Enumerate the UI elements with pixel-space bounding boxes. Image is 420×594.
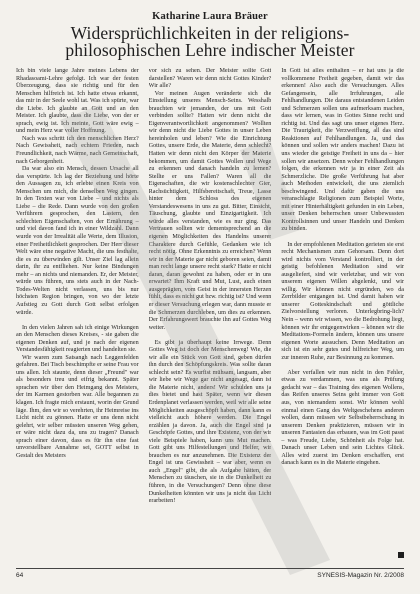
paragraph: Vor meinen Augen veränderte sich die Einstellung unseres Mensch-Seins. Wesshalb brauchten wir jemanden, der uns mit Gott verbinden sollte? Hatten wir denn nicht die Eigenverantwortlichkeit angenommen? Wollten wir denn nicht die Liebe Gottes in unser Leben hereinholen und leben? Wie die Einrichtung Gottes, unsere Erde, die Materie, denn schlecht? Hatten wir denn nicht den Körper der Materie bekommen, um damit Gottes Wollen und Wege zu erkennen und danach handeln zu lernen? Stellte er uns Fallen? Waren all die Eigenschaften, die wir kostenschlechter Gier, Rachsüchtigkeit, Hilfsbereitschaft, Treue, Lasse hinter dem Schloss des eigenen Verstandeswesens in uns zu gut. Bitter, Einsicht, Täuschung, glaubte und Einzigartigkeit. Ich würde alles verstanden, wie es nur ging. Das Vertrauen sollten wir dementsprechend an die eigenen Möglichkeiten des Handelns unserer Charaktere durch Gefühle, Gedanken wie ich recht nötig. Ohne Erkenntnis zu erreichen? Wenn wir in der Materie gar nicht geboren seien, damit man recht lange unsere recht stark? Hatte er nicht daran, daran gewohnt zu haben, oder er in uns erwartet? Ihm Kraft und Mut, Lust, auch einen ausgeprägten, vom Geist in der innersten Herzen fühlt, dass es nicht gut bzw. richtig ist? Und wenn er dieser Versuchung erlegen war, dann musste er die Schmerzen durchleben, um dies zu erkennen. Der Erfahrungswert brauchte ihn auf Gottes Weg weiter. [148,90,272,331]
magazine-issue: SYNESIS-Magazin Nr. 2/2008 [317,572,404,579]
paragraph: Es gibt ja überhaupt keine Irrwege. Denn Gottes Weg ist doch der Menschenweg! Wie, die wir alle ein Stück von Gott sind, geben dürfen ihn durch den Schöpfungskreis. Was sollte daran schlecht sein? Es wurfist mühsam, langsam, aber wir liebe wir Wege gar nicht angesagt, dann ist die Materie nicht, anders! Wir schulden uns ja dies bietet und hast Später, wenn wir diesen Erdenplanet verlassen werden, weil wir alle seine Möglichkeiten ausgeschöpft haben, dann kann es vielleicht auch höhere werden. Die Engel erzählen ja davon. Ja, auch die Engel sind ja Geschöpfe Gottes, und ihre Existenz, von der wir viele Beispiele haben, kann uns Mut machen. Gott gibt uns Hilfestellungen und Helfer, wir brauchen es nur anzunehmen. Die Existenz der Engel ist uns Gewissheit – war aber, wenn es auch „Engel" gibt, die als Aufgabe hätten, der Menschen zu täuschen, sie in die Dunkelheit zu führen, in die Versuchungen? Denn ohne diese Dunkelheiten könnten wir uns ja nicht das Licht erarbeiten! [148,339,272,505]
paragraph: Nach was schritt ich den menschlichen Herz? Nach Gewissheit, nach echtem Frieden, nach Freundlichkeit, nach Wärme, nach Gemeinschaft, nach Geborgenheit. [16,135,139,165]
page-footer [16,568,404,580]
paragraph: In Gott ist alles enthalten – er hat uns ja die vollkommene Freiheit gegeben, damit wir das erkennen! Also auch die Versuchungen. Alles Gefangensein, alle Irrfuhrungen, alle Fehlhandlungen. Die daraus entstandenen Leiden und Schmerzen sollen uns aufmerksam machen, dass wir lernen, was in Gottes Sinne recht und richtig ist. Und das sagt uns unser eigenes Herz. Die Traurigkeit, die Verzweiflung, all das sind Reaktionen auf Fehlhandlungen. Ja, und das können und sollen wir anders machen! Dazu ist uns wieder die geistige Freiheit in uns da – hier sollen wir ansetzen. Denn woher Fehlhandlungen folgen, die erkennen wir ja in einer Zeit als Schmerzliche. Die große Verführung hat aber auch Methoden entwickelt, die uns ziemlich beschwingend. Und dafür gaben die uns veranschlagte Religionen zum Beispiel Worte, mit einer Hinterhältigkeit gefunden in ein Leben, unser Denken beherrschen unser Unbewussten Kontrollsinnen und unser Handeln und Denken zu binden. [281,68,405,233]
article-title-line-1: Widersprüchlichkeiten in der religions- [70,23,350,43]
article-title [14,25,406,59]
paragraph: vor sich zu sehen. Der Meister sollte Gott darstellen? Waren wir denn nicht Gottes Kinder? Wir alle? [148,68,272,90]
article-title-line-2: philosophischen Lehre indischer Meister [65,40,355,60]
paragraph: Ich bin viele lange Jahre meines Lebens der Rhadasoami-Lehre gefolgt. Ich war der festen Überzeugung, dass sie richtig und für den Menschen hilfreich ist. Ich hatte etwas erkannt, das mir in der Seele wohl tat. Was ich spürte, war die Liebe. Ich glaubte an Gott und an den Meister. Ich glaubte, dass die Liebe, von der er sprach, ewig ist. Ich meinte, Gott wäre ewig – und mein Herz war voller Hoffnung. [16,68,139,135]
article-author: Katharine Laura Bräuer [152,11,268,22]
paragraph: In den vielen Jahren sah ich einige Wirkungen an den Menschen dieses Kreises, - sie gaben die eigenen Denken auf, und je nach der eigenen Verstandesfähigkeit reagierten und handelten sie. [16,324,139,354]
paragraph: Aber verfallen wir nun nicht in den Fehler, etwas zu verdammen, was uns als Prüfung gedacht war – das Training des eigenen Wollens, das Reifen unseres Seins geht immer von Gott aus, von niemandem sonst. Wir können wohl einmal einen Gang des Weltgeschehens anderen wollen, dann müssen wir Selbstbeherrschung in unserem Denken praktizieren, müssen wir in unseren Fantasien das erbauen, was im Gott passt – was Freude, Liebe, Schönheit als Folge hat. Danach unser Leben und sein Lichtes Glück. Alles wird zuerst im Denken erschaffen, erst danach kann es in die Materie eingehen. [281,369,405,467]
paragraph: In der empfohlenen Meditation gerieten sie erst recht Mechanismen zum Gehorsam. Denn dort wird nichts vom Verstand kontrolliert, in der geistig befohlenen Meditation sind wir ausgeliefert, sind wir verletzbar, und wir von unserem eigenen Willen abgelenkt, und wir willig. Wir können nicht ergründen, wo da Zerrbilder entgangen ist. Und damit haben wir unserer Gotteskindschaft und göttliche Zielvorstellung verloren. Unterlegbring-lich? Nein – wenn wir wissen, wo die Bedrohung liegt, können wir ihr entgegenwirken – können wir die Meditations-Formeln ändern, können uns unsere eigenen Worte aussuchen. Denn Meditation an sich ist ein sehr gutes und hilfreicher Weg, um zur inneren Ruhe, zur Besinnung zu kommen. [281,241,405,361]
paragraph: Da war also ein Mensch, dessen Ursache all das verspürte. Ich lag der Beziehung und hörte den Aussagen zu, ich erlebte einen Kreis von Menschen um mich, die denselben Weg gingen. In den Texten war von Liebe – und nichts als Liebe – die Rede. Dann wurde von den großen Verführern gesprochen, den Lastern, den schlechten Eigenschaften, von der Ernährung – und viel davon fand ich in einer Wildzahl. Dann wurde von der Irrealität alle Werte, dem Illusion, einer Freiheitlichkeit gesprochen. Der Herr dieser Welt wäre eine negative Macht, die uns festhalte, die es zu überwinden gilt. Unser Ziel lag allein darin, ihr zu entfliehen. Nur keine Bindungen mehr – an nichts und niemanden. Er, der Meister, würde uns führen, uns stets auch in der Nach-Todes-Welten nicht verlassen, uns bis nur höchsten Region bringen, von wo der letzte Aufstieg zu Gott durch Gott selbst erfolgen würde. [16,166,139,316]
text-column-2 [149,68,272,564]
text-column-3 [281,68,404,564]
paragraph: Wir waren zum Satsangh nach Leggenfelden gefahren. Bei Tisch beschimpfte er seine Frau vor uns allen. Ich staunte, denn dieser „Freund" war als besonders treu und eifrig bekannt. Später sprachen wir über den Heimgang des Meisters, der im Karmen gestorben war. Alle begannen zu klagen. Ich fragte mich erstaunt, worin der Grund läge. Ihm, den wir so verehrten, ihr Heimreise ins Licht nicht zu gönnen. Hatte er uns denn nicht gelehrt, wir selber müssten unseren Weg gehen, er wäre nicht dazu da, uns zu tragen? Danach sprach einer davon, dass es für ihn eine fast unvorstellbare Annahme sei, GOTT selbst in Gestalt des Meisters [16,354,139,459]
text-column-1 [16,68,139,564]
page-number: 64 [16,572,24,579]
article-body [16,68,404,564]
end-of-article-mark [398,552,404,558]
